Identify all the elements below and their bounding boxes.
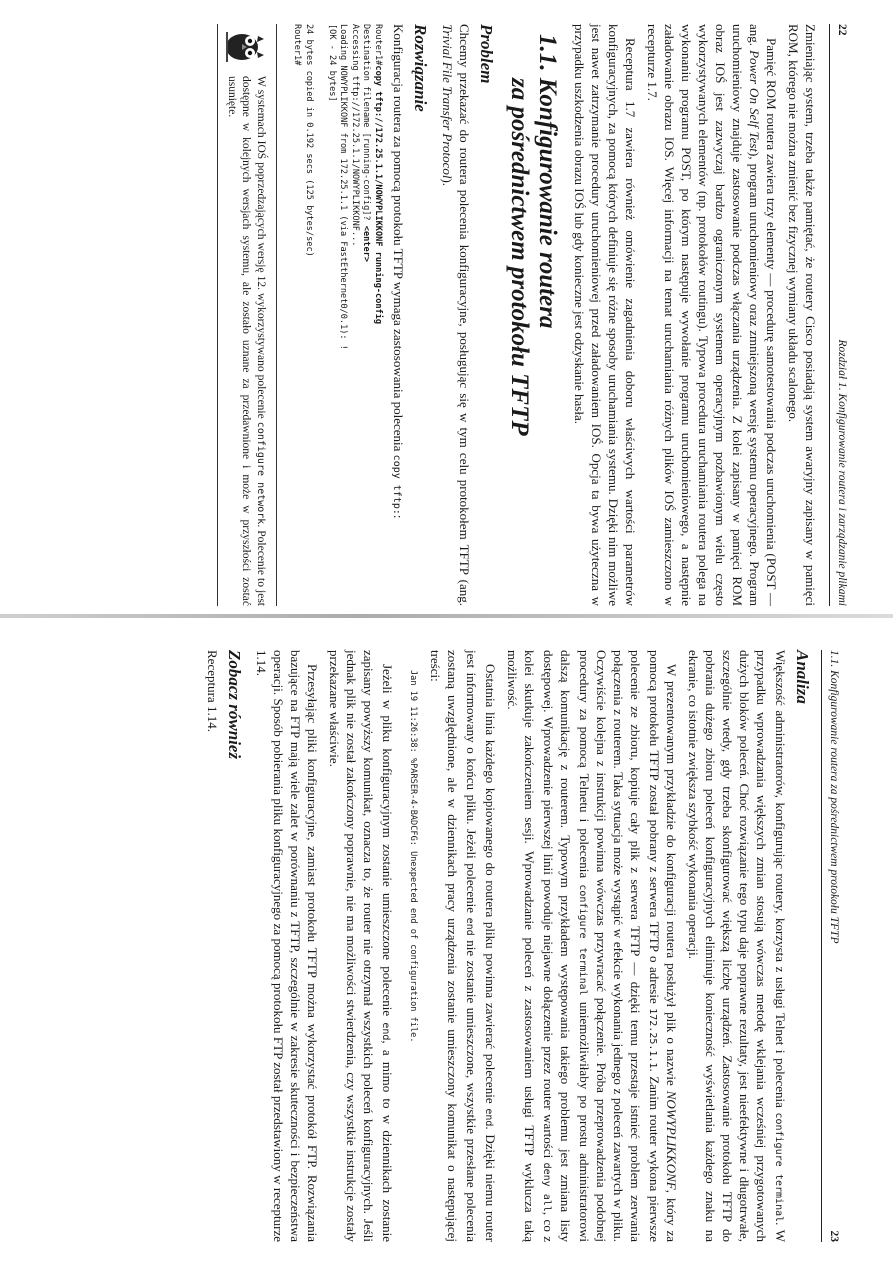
code-listing: Router1#copy tftp://172.25.1.1/NOWYPLIKKONF running-config Destination filename [running-config]? <enter> Accessing tftp://172.25.1.1/NOWYPLIKKONF... Loading NOWYPLIKKONF from 172.25.1.1 (via FastEthernet0/0.1): ! [OK - 24 bytes] 24 bytes copied in 0.192 secs (125 bytes/sec) Router1# <box>292 24 383 350</box>
running-head-left <box>829 24 850 606</box>
page-23 <box>48 636 848 1256</box>
if-end-paragraph: Jeżeli w pliku konfiguracyjnym zostanie umieszczone polecenie end, a mimo to w dziennikach zostanie zapisany powyższy komunikat, oznacza to, że router nie otrzymał wszystkich poleceń konfiguracyjnych. Jeśli jednak plik nie został zakończony poprawnie, nie ma możliwości stwierdzenia, czy wszystkie instrukcje zostały przekazane właściwie. <box>327 650 395 1242</box>
chapter-title: Rozdział 1. Konfigurowanie routera i zarządzanie plikami <box>836 339 848 606</box>
section-title: 1.1. Konfigurowanie routera za pośrednictwem protokołu TFTP <box>506 34 561 436</box>
intro-paragraph: Zmieniając system, trzeba także pamiętać, że routery Cisco posiadają system awaryjny zapisany w pamięci ROM, którego nie można zmienić bez fizycznej wymiany układu scalonego. <box>786 24 818 606</box>
page-number: 22 <box>836 24 848 36</box>
owl-icon <box>224 28 268 66</box>
problem-paragraph: Chcemy przekazać do routera polecenia konfiguracyjne, posługując się w tym celu protokołem TFTP (ang. Trivial File Transfer Protocol). <box>440 24 472 606</box>
see-also-text: Receptura 1.14. <box>205 650 220 732</box>
see-also-heading: Zobacz również <box>225 650 244 760</box>
analysis-heading: Analiza <box>793 650 812 704</box>
receptura-paragraph: Receptura 1.7 zawiera również omówienie zagadnienia doboru właściwych wartości parametrów konfiguracyjnych, za pomocą których definiuje się różne sposoby uruchamiania systemu. Dzięki nim możliwe jest nawet zatrzymanie procedury uruchomieniowej przed załadowaniem IOŚ. Opcja ta bywa użyteczna w przypadku uszkodzenia obrazu IOŚ lub gdy konieczne jest odzyskanie hasła. <box>572 24 638 606</box>
section-running-title: 1.1. Konfigurowanie routera za pośrednictwem protokołu TFTP <box>828 650 840 944</box>
example-paragraph: W prezentowanym przykładzie do konfiguracji routera posłużył plik o nazwie NOWYPLIKKONF, który za pomocą protokołu TFTP został pobrany z serwera TFTP o adresie 172.25.1.1. Zanim router wykona pierwsze polecenie ze zbioru, kopiuje cały plik z serwera TFTP — dzięki temu przestaje istnieć problem zerwania połączenia z routerem. Taka sytuacja może wystąpić w efekcie wykonania jednego z poleceń zawartych w pliku. Oczywiście kolejna z instrukcji powinna wówczas przywracać połączenie. Próba przeprowadzenia podobnej procedury za pomocą Telnetu i polecenia configure terminal uniemożliwiłaby po prostu administratorowi dalszą komunikację z routerem. Typowym przykładem występowania takiego problemu jest zmiana listy dostępowej. Wprowadzenie pierwszej linii powoduje niejawne dołączenie przez router wartości deny all, co z kolei skutkuje zakończeniem sesji. Wprowadzanie poleceń z zastosowaniem usługi TFTP wyklucza taką możliwość. <box>505 650 679 1243</box>
note-box <box>217 24 277 606</box>
page-22 <box>46 10 856 620</box>
rom-paragraph: Pamięć ROM routera zawiera trzy elementy — procedurę samotestowania podczas uruchomienia (POST — ang. Power On Self Test), program uruchomieniowy oraz zmniejszoną wersję systemu operacyjnego. Program uruchomieniowy znajduje zastosowanie podczas włączania urządzenia. Z kolei zapisany w pamięci ROM obraz IOŚ jest zazwyczaj bardzo ograniczonym systemem operacyjnym pozbawionym wielu często wykorzystywanych elementów (np. protokołów routingu). Typowa procedura uruchamiania routera polega na wykonaniu programu POST, po którym następuje wywołanie programu uruchomieniowego, a następnie załadowanie obrazu IOS. Więcej informacji na temat uruchamiania różnych plików IOŚ zamieszczono w recepturze 1.7. <box>645 24 779 606</box>
problem-heading: Problem <box>477 24 496 84</box>
log-message: Jan 19 11:26:38: %PARSER-4-BADCFG: Unexpected end of configuration file. <box>408 670 418 1043</box>
solution-heading: Rozwiązanie <box>411 24 430 112</box>
running-head-right <box>821 650 842 1242</box>
note-text: W systemach IOŚ poprzedzających wersję 12. wykorzystywano polecenie configure network. Polecenie to jest dostępne w kolejnych wersjach systemu, ale zostało uznane za przedawnione i może w przyszłości zostać usunięte. <box>226 76 267 606</box>
page-number: 23 <box>828 1230 840 1242</box>
solution-paragraph: Konfiguracja routera za pomocą protokołu TFTP wymaga zastosowania polecenia copy tftp:: <box>391 24 406 519</box>
analysis-paragraph: Większość administratorów, konfigurując routery, korzysta z usługi Telnet i polecenia configure terminal. W przypadku wprowadzania większych zmian stosują wówczas metodę wklejania wcześniej przygotowanych dużych bloków poleceń. Choć rozwiązanie tego typu daje poprawne rezultaty, jest nieefektywne i długotrwałe, szczególnie wtedy, gdy trzeba skonfigurować większą liczbę urządzeń. Zastosowanie protokołu TFTP do pobrania dużego zbioru poleceń konfiguracyjnych eliminuje konieczność wyświetlania każdego znaku na ekranie, co istotnie zwiększa szybkość wykonania operacji. <box>686 650 788 1242</box>
ftp-paragraph: Przesyłając pliki konfiguracyjne, zamiast protokołu TFTP można wykorzystać protokół FTP. Rozwiązania bazujące na FTP mają wiele zalet w porównaniu z TFTP, szczególnie w zakresie skuteczności i bezpieczeństwa operacji. Sposób pobierania pliku konfiguracyjnego za pomocą protokołu FTP został przedstawiony w recepturze 1.14. <box>254 650 320 1242</box>
last-line-paragraph: Ostatnia linia każdego kopiowanego do routera pliku powinna zawierać polecenie end. Dzięki niemu router jest informowany o końcu pliku. Jeżeli polecenie end nie zostanie umieszczone, wszystkie przesłane polecenia zostaną uwzględnione, ale w dziennikach pracy urządzenia zostanie umieszczony komunikat o następującej treści: <box>428 650 498 1243</box>
